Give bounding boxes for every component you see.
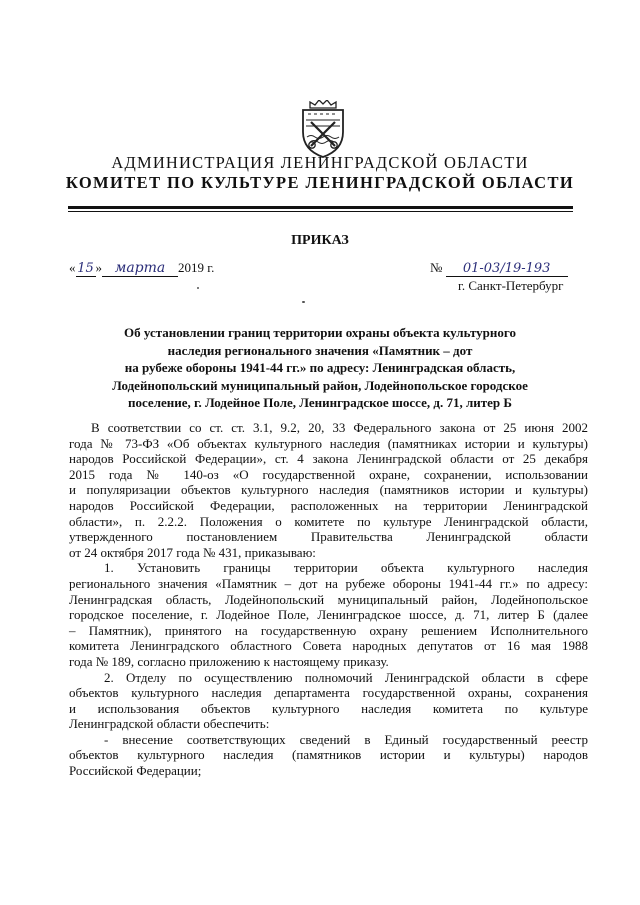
body-line: объектов культурного наследия департамента государственной охраны, сохранения: [69, 685, 588, 701]
administration-name: АДМИНИСТРАЦИЯ ЛЕНИНГРАДСКОЙ ОБЛАСТИ: [111, 153, 529, 172]
body-line: 2. Отделу по осуществлению полномочий Ленинградской области в сфере: [104, 669, 588, 685]
body-line: объектов культурного наследия (памятников истории и культуры) народов: [69, 747, 588, 763]
body-line: - внесение соответствующих сведений в Единый государственный реестр: [104, 731, 588, 747]
body-line: от 24 октября 2017 года № 431, приказываю:: [69, 544, 316, 560]
body-line: Российской Федерации;: [69, 763, 202, 779]
number-prefix: №: [430, 260, 443, 275]
number-value: 01-03/19-193: [446, 261, 568, 277]
body-line: 2015 года № 140-оз «О государственной охране, сохранении, использовании: [69, 466, 588, 482]
order-body: [69, 420, 588, 779]
title-line: наследия регионального значения «Памятник – дот: [167, 342, 473, 358]
committee-name: КОМИТЕТ ПО КУЛЬТУРЕ ЛЕНИНГРАДСКОЙ ОБЛАСТИ: [65, 173, 575, 192]
body-line: В соответствии со ст. ст. 3.1, 9.2, 20, 33 Федерального закона от 25 июня 2002: [91, 420, 588, 435]
date-close-quote: »: [95, 260, 102, 275]
header-rule-thin: [68, 211, 573, 212]
body-line: регионального значения «Памятник – дот на рубеже обороны 1941-44 гг.» по адресу:: [69, 575, 588, 591]
body-line: года № 189, согласно приложению к настоящему приказу.: [69, 653, 389, 669]
date-year: 2019 г.: [178, 260, 215, 275]
body-line: комитета Ленинградского областного Совета народных депутатов от 16 мая 1988: [69, 638, 588, 654]
body-line: и использования объектов культурного наследия комитета по культуре: [69, 700, 588, 716]
body-line: Ленинградская область, Лодейнопольский муниципальный район, Лодейнопольское: [69, 591, 588, 607]
date-open-quote: «: [69, 260, 76, 275]
scan-speck: [302, 301, 305, 303]
city-name: г. Санкт-Петербург: [458, 278, 564, 293]
coat-of-arms-emblem: [298, 100, 348, 158]
title-line: поселение, г. Лодейное Поле, Ленинградское шоссе, д. 71, литер Б: [128, 395, 512, 410]
body-line: года № 73-ФЗ «Об объектах культурного наследия (памятниках истории и культуры): [69, 435, 588, 451]
body-line: народов Российской Федерации», ст. 4 закона Ленинградской области от 25 декабря: [69, 451, 588, 467]
order-title: [90, 324, 550, 412]
title-line: Об установлении границ территории охраны объекта культурного: [124, 325, 516, 340]
body-line: Ленинградской области обеспечить:: [69, 716, 270, 732]
body-line: и популяризации объектов культурного наследия (памятников истории и культуры): [69, 482, 588, 498]
order-date: [69, 259, 214, 277]
body-line: 1. Установить границы территории объекта культурного наследия: [104, 560, 588, 576]
document-type-heading: ПРИКАЗ: [291, 233, 349, 248]
date-month: марта: [102, 261, 178, 277]
body-line: утвержденного постановлением Правительства Ленинградской области: [69, 529, 588, 545]
body-line: народов Российской Федерации, расположенных на территории Ленинградской: [69, 497, 588, 513]
body-line: – Памятник), принятого на государственную охрану решением Исполнительного: [69, 622, 588, 638]
body-line: городское поселение, г. Лодейное Поле, Ленинградское шоссе, д. 71, литер Б (далее: [69, 607, 588, 623]
date-day: 15: [77, 261, 94, 276]
order-number: [430, 259, 568, 277]
header-rule-thick: [68, 206, 573, 209]
body-line: области», п. 2.2.2. Положения о комитете по культуре Ленинградской области,: [69, 513, 588, 529]
scan-speck: [197, 287, 199, 289]
title-line: Лодейнопольский муниципальный район, Лодейнопольское городское: [112, 377, 528, 393]
title-line: на рубеже обороны 1941-44 гг.» по адресу: Ленинградская область,: [124, 360, 516, 375]
